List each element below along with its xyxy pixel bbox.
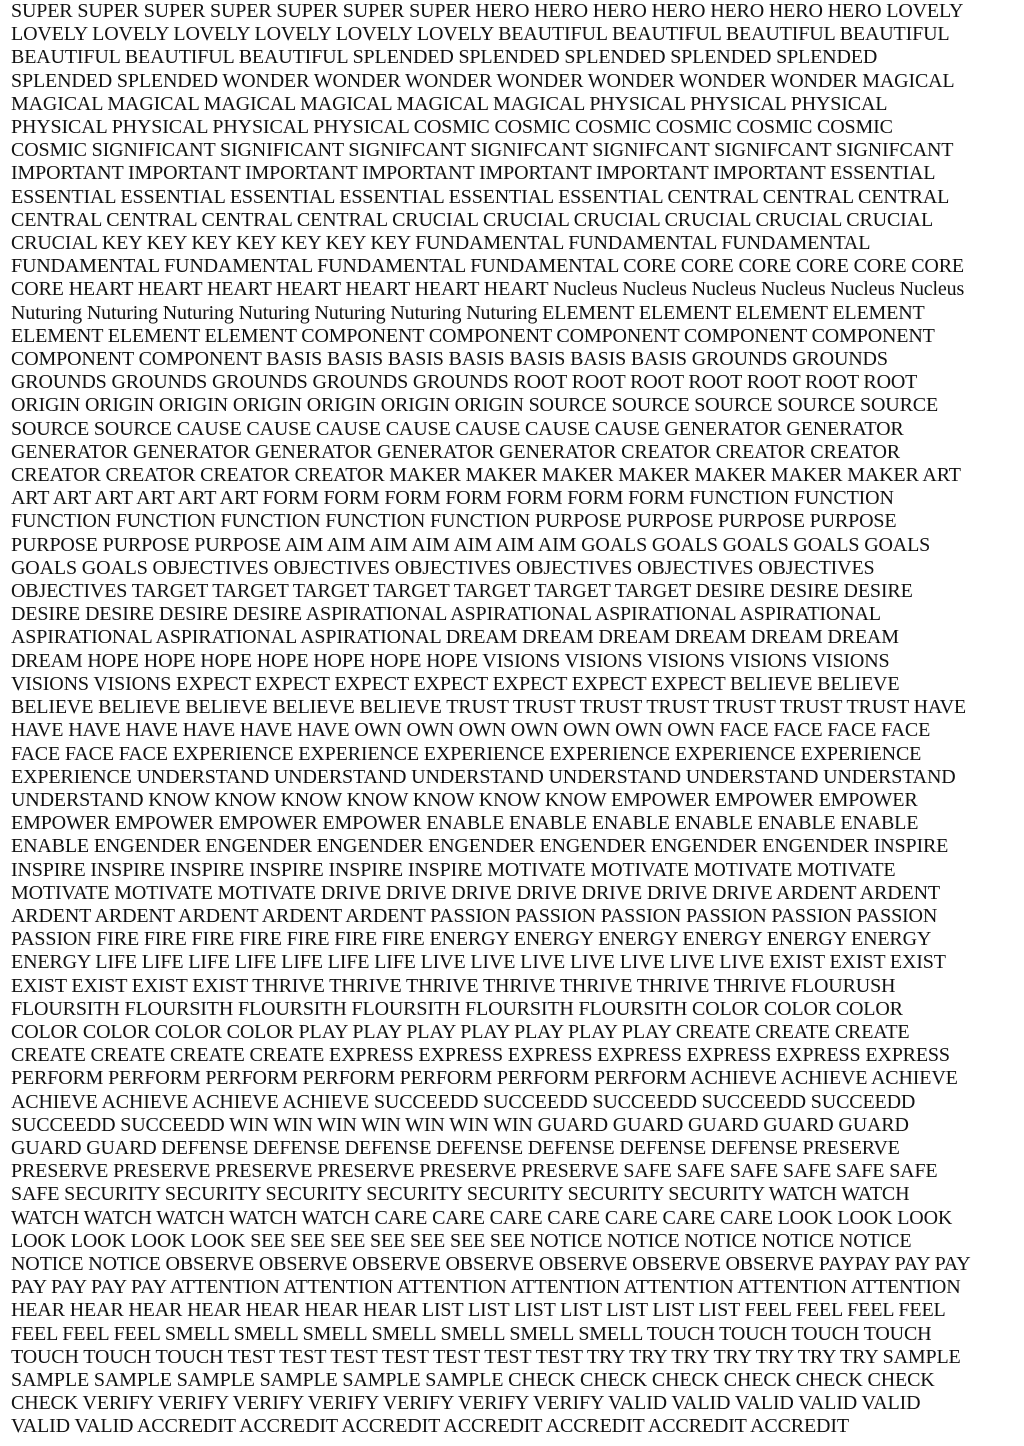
text-line: FLOURSITH FLOURSITH FLOURSITH FLOURSITH FLOURSITH FLOURSITH COLOR COLOR COLOR: [11, 997, 903, 1020]
text-line: Nuturing Nuturing Nuturing Nuturing Nuturing Nuturing Nuturing ELEMENT ELEMENT ELEMENT ELEMENT: [11, 301, 925, 324]
text-line: CRUCIAL KEY KEY KEY KEY KEY KEY KEY FUNDAMENTAL FUNDAMENTAL FUNDAMENTAL: [11, 232, 871, 255]
text-line: ESSENTIAL ESSENTIAL ESSENTIAL ESSENTIAL ESSENTIAL ESSENTIAL CENTRAL CENTRAL CENTRAL: [11, 185, 950, 208]
text-line: BELIEVE BELIEVE BELIEVE BELIEVE BELIEVE TRUST TRUST TRUST TRUST TRUST TRUST TRUST HAVE: [11, 696, 966, 719]
text-line: DESIRE DESIRE DESIRE DESIRE ASPIRATIONAL ASPIRATIONAL ASPIRATIONAL ASPIRATIONAL: [11, 603, 881, 626]
text-line: ACHIEVE ACHIEVE ACHIEVE ACHIEVE SUCCEEDD SUCCEEDD SUCCEEDD SUCCEEDD SUCCEEDD: [11, 1090, 916, 1113]
text-line: MAGICAL MAGICAL MAGICAL MAGICAL MAGICAL MAGICAL PHYSICAL PHYSICAL PHYSICAL: [11, 92, 888, 115]
text-line: OBJECTIVES TARGET TARGET TARGET TARGET TARGET TARGET TARGET DESIRE DESIRE DESIRE: [11, 580, 913, 603]
text-line: NOTICE NOTICE OBSERVE OBSERVE OBSERVE OBSERVE OBSERVE OBSERVE OBSERVE PAYPAY PAY PAY: [11, 1252, 971, 1275]
text-line: VALID VALID ACCREDIT ACCREDIT ACCREDIT ACCREDIT ACCREDIT ACCREDIT ACCREDIT: [11, 1415, 849, 1438]
text-line: GROUNDS GROUNDS GROUNDS GROUNDS GROUNDS ROOT ROOT ROOT ROOT ROOT ROOT ROOT: [11, 371, 918, 394]
text-line: PAY PAY PAY PAY ATTENTION ATTENTION ATTENTION ATTENTION ATTENTION ATTENTION ATTENTION: [11, 1276, 961, 1299]
text-line: ORIGIN ORIGIN ORIGIN ORIGIN ORIGIN ORIGIN ORIGIN SOURCE SOURCE SOURCE SOURCE SOURCE: [11, 394, 939, 417]
text-line: ARDENT ARDENT ARDENT ARDENT ARDENT PASSION PASSION PASSION PASSION PASSION PASSION: [11, 904, 938, 927]
text-line: ASPIRATIONAL ASPIRATIONAL ASPIRATIONAL DREAM DREAM DREAM DREAM DREAM DREAM: [11, 626, 899, 649]
text-line: GUARD GUARD DEFENSE DEFENSE DEFENSE DEFENSE DEFENSE DEFENSE DEFENSE PRESERVE: [11, 1136, 900, 1159]
text-line: HEAR HEAR HEAR HEAR HEAR HEAR HEAR LIST LIST LIST LIST LIST LIST LIST FEEL FEEL FEEL FEEL: [11, 1299, 946, 1322]
text-line: IMPORTANT IMPORTANT IMPORTANT IMPORTANT IMPORTANT IMPORTANT IMPORTANT ESSENTIAL: [11, 162, 936, 185]
document-body-text: [11, 0, 1016, 1439]
text-line: VISIONS VISIONS EXPECT EXPECT EXPECT EXPECT EXPECT EXPECT EXPECT BELIEVE BELIEVE: [11, 672, 900, 695]
text-line: CORE HEART HEART HEART HEART HEART HEART HEART Nucleus Nucleus Nucleus Nucleus Nucleus Nucleus: [11, 278, 965, 301]
text-line: ENABLE ENGENDER ENGENDER ENGENDER ENGENDER ENGENDER ENGENDER ENGENDER INSPIRE: [11, 835, 949, 858]
text-line: COMPONENT COMPONENT BASIS BASIS BASIS BASIS BASIS BASIS BASIS GROUNDS GROUNDS: [11, 348, 888, 371]
text-line: FUNDAMENTAL FUNDAMENTAL FUNDAMENTAL FUNDAMENTAL CORE CORE CORE CORE CORE CORE: [11, 255, 964, 278]
text-line: PURPOSE PURPOSE PURPOSE AIM AIM AIM AIM AIM AIM AIM GOALS GOALS GOALS GOALS GOALS: [11, 533, 931, 556]
text-line: ENERGY LIFE LIFE LIFE LIFE LIFE LIFE LIFE LIVE LIVE LIVE LIVE LIVE LIVE LIVE EXIST EXIST EXIST: [11, 951, 946, 974]
text-line: EXPERIENCE UNDERSTAND UNDERSTAND UNDERSTAND UNDERSTAND UNDERSTAND UNDERSTAND: [11, 765, 956, 788]
text-line: MOTIVATE MOTIVATE MOTIVATE DRIVE DRIVE DRIVE DRIVE DRIVE DRIVE DRIVE ARDENT ARDENT: [11, 881, 940, 904]
text-line: DREAM HOPE HOPE HOPE HOPE HOPE HOPE HOPE VISIONS VISIONS VISIONS VISIONS VISIONS: [11, 649, 890, 672]
text-line: ART ART ART ART ART ART FORM FORM FORM FORM FORM FORM FORM FUNCTION FUNCTION: [11, 487, 894, 510]
text-line: TOUCH TOUCH TOUCH TEST TEST TEST TEST TEST TEST TEST TRY TRY TRY TRY TRY TRY TRY SAMPLE: [11, 1345, 961, 1368]
text-line: EMPOWER EMPOWER EMPOWER EMPOWER ENABLE ENABLE ENABLE ENABLE ENABLE ENABLE: [11, 812, 919, 835]
text-line: GOALS GOALS OBJECTIVES OBJECTIVES OBJECTIVES OBJECTIVES OBJECTIVES OBJECTIVES: [11, 556, 875, 579]
text-line: PRESERVE PRESERVE PRESERVE PRESERVE PRESERVE PRESERVE SAFE SAFE SAFE SAFE SAFE SAFE: [11, 1160, 938, 1183]
text-line: LOVELY LOVELY LOVELY LOVELY LOVELY LOVELY BEAUTIFUL BEAUTIFUL BEAUTIFUL BEAUTIFUL: [11, 23, 950, 46]
text-line: PASSION FIRE FIRE FIRE FIRE FIRE FIRE FIRE ENERGY ENERGY ENERGY ENERGY ENERGY ENERGY: [11, 928, 932, 951]
text-line: SUCCEEDD SUCCEEDD WIN WIN WIN WIN WIN WIN WIN GUARD GUARD GUARD GUARD GUARD: [11, 1113, 909, 1136]
text-line: HAVE HAVE HAVE HAVE HAVE HAVE OWN OWN OWN OWN OWN OWN OWN FACE FACE FACE FACE: [11, 719, 931, 742]
text-line: SOURCE SOURCE CAUSE CAUSE CAUSE CAUSE CAUSE CAUSE CAUSE GENERATOR GENERATOR: [11, 417, 904, 440]
text-line: EXIST EXIST EXIST EXIST THRIVE THRIVE THRIVE THRIVE THRIVE THRIVE THRIVE FLOURUSH: [11, 974, 896, 997]
text-line: SAMPLE SAMPLE SAMPLE SAMPLE SAMPLE SAMPLE CHECK CHECK CHECK CHECK CHECK CHECK: [11, 1368, 935, 1391]
text-line: BEAUTIFUL BEAUTIFUL BEAUTIFUL SPLENDED SPLENDED SPLENDED SPLENDED SPLENDED: [11, 46, 878, 69]
text-line: COSMIC SIGNIFICANT SIGNIFICANT SIGNIFCANT SIGNIFCANT SIGNIFCANT SIGNIFCANT SIGNIFCANT: [11, 139, 954, 162]
text-line: CHECK VERIFY VERIFY VERIFY VERIFY VERIFY VERIFY VERIFY VALID VALID VALID VALID VALID: [11, 1392, 921, 1415]
text-line: SPLENDED SPLENDED WONDER WONDER WONDER WONDER WONDER WONDER WONDER MAGICAL: [11, 69, 955, 92]
text-line: SAFE SECURITY SECURITY SECURITY SECURITY SECURITY SECURITY SECURITY WATCH WATCH: [11, 1183, 910, 1206]
text-line: COLOR COLOR COLOR COLOR PLAY PLAY PLAY PLAY PLAY PLAY PLAY CREATE CREATE CREATE: [11, 1020, 910, 1043]
text-line: WATCH WATCH WATCH WATCH WATCH CARE CARE CARE CARE CARE CARE CARE LOOK LOOK LOOK: [11, 1206, 953, 1229]
text-line: PHYSICAL PHYSICAL PHYSICAL PHYSICAL COSMIC COSMIC COSMIC COSMIC COSMIC COSMIC: [11, 116, 893, 139]
text-line: CENTRAL CENTRAL CENTRAL CENTRAL CRUCIAL CRUCIAL CRUCIAL CRUCIAL CRUCIAL CRUCIAL: [11, 208, 934, 231]
text-line: GENERATOR GENERATOR GENERATOR GENERATOR GENERATOR CREATOR CREATOR CREATOR: [11, 440, 900, 463]
text-line: LOOK LOOK LOOK LOOK SEE SEE SEE SEE SEE SEE SEE NOTICE NOTICE NOTICE NOTICE NOTICE: [11, 1229, 912, 1252]
text-line: PERFORM PERFORM PERFORM PERFORM PERFORM PERFORM PERFORM ACHIEVE ACHIEVE ACHIEVE: [11, 1067, 958, 1090]
text-line: UNDERSTAND KNOW KNOW KNOW KNOW KNOW KNOW KNOW EMPOWER EMPOWER EMPOWER: [11, 788, 918, 811]
text-line: FEEL FEEL FEEL SMELL SMELL SMELL SMELL SMELL SMELL SMELL TOUCH TOUCH TOUCH TOUCH: [11, 1322, 932, 1345]
text-line: FACE FACE FACE EXPERIENCE EXPERIENCE EXPERIENCE EXPERIENCE EXPERIENCE EXPERIENCE: [11, 742, 922, 765]
text-line: INSPIRE INSPIRE INSPIRE INSPIRE INSPIRE INSPIRE MOTIVATE MOTIVATE MOTIVATE MOTIVATE: [11, 858, 896, 881]
text-line: CREATOR CREATOR CREATOR CREATOR MAKER MAKER MAKER MAKER MAKER MAKER MAKER ART: [11, 464, 961, 487]
text-line: FUNCTION FUNCTION FUNCTION FUNCTION FUNCTION PURPOSE PURPOSE PURPOSE PURPOSE: [11, 510, 897, 533]
text-line: SUPER SUPER SUPER SUPER SUPER SUPER SUPER HERO HERO HERO HERO HERO HERO HERO LOVELY: [11, 0, 964, 22]
text-line: CREATE CREATE CREATE CREATE EXPRESS EXPRESS EXPRESS EXPRESS EXPRESS EXPRESS EXPRESS: [11, 1044, 950, 1067]
text-line: ELEMENT ELEMENT ELEMENT COMPONENT COMPONENT COMPONENT COMPONENT COMPONENT: [11, 324, 935, 347]
